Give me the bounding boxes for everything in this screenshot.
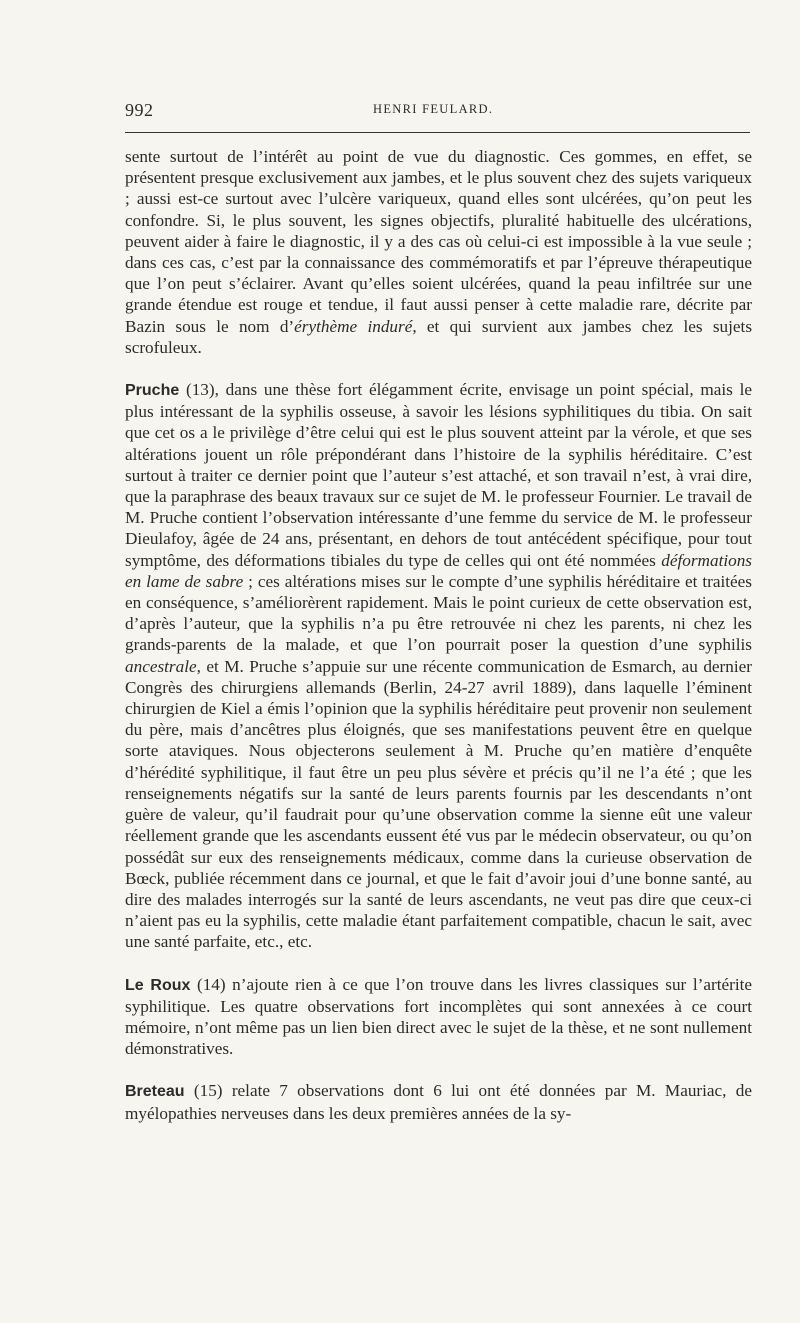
author-name: Pruche [125, 382, 180, 400]
paragraph-text: sente surtout de l’intérêt au point de vue du diagnostic. Ces gommes, en effet, se présentent presque exclusivement aux jambes, et le plus souvent chez des sujets variqueux ; aussi est-ce surtout avec l’ulcère variqueux, quand elles sont ulcérées, qu’on peut les confondre. Si, le plus souvent, les signes objectifs, pluralité habituelle des ulcérations, peuvent aider à faire le diagnostic, il y a des cas où celui-ci est impossible à la vue seule ; dans ces cas, c’est par la connaissance des commémoratifs et par l’épreuve thérapeutique que l’on peut s’éclairer. Avant qu’elles soient ulcérées, quand la peau infiltrée sur une grande étendue est rouge et tendue, il faut aussi penser à cette maladie rare, décrite par Bazin sous le nom d’ [125, 147, 752, 336]
running-title: HENRI FEULARD. [373, 102, 494, 116]
header-rule [125, 132, 750, 133]
paragraph [125, 1080, 752, 1123]
paragraph-text: , et qui survient aux jambes chez les sujets scrofuleux. [125, 316, 753, 357]
page-number: 992 [125, 100, 154, 120]
body-text [125, 146, 752, 1124]
author-name: Breteau [125, 1083, 185, 1101]
paragraph [125, 974, 752, 1060]
paragraph-text: (14) n’ajoute rien à ce que l’on trouve dans les livres classiques sur l’artérite syphilitique. Les quatre observations fort incomplètes qui sont annexées à ce court mémoire, n’ont même pas un lien bien direct avec le sujet de la thèse, et ne sont nullement démonstratives. [125, 974, 752, 1059]
paragraph-text: (13), dans une thèse fort élégamment écrite, envisage un point spécial, mais le plus intéressant de la syphilis osseuse, à savoir les lésions syphilitiques du tibia. On sait que cet os a le privilège d’être celui qui est le plus souvent atteint par la vérole, et que ses altérations jouent un rôle prépondérant dans l’histoire de la syphilis héréditaire. C’est surtout à traiter ce dernier point que l’auteur s’est attaché, et son travail n’est, à vrai dire, que la paraphrase des beaux travaux sur ce sujet de M. le professeur Fournier. Le travail de M. Pruche contient l’observation intéressante d’une femme du service de M. le professeur Dieulafoy, âgée de 24 ans, présentant, en dehors de tout antécédent spécifique, pour tout symptôme, des déformations tibiales du type de celles qui ont été nommées [125, 380, 752, 570]
italic-term: érythème induré [294, 316, 413, 336]
page-header [125, 100, 750, 122]
italic-term: ancestrale [125, 656, 197, 676]
italic-term: déformations en lame de sabre [125, 550, 752, 591]
paragraph [125, 146, 752, 358]
paragraph-text: , et M. Pruche s’appuie sur une récente communication de Esmarch, au dernier Congrès des chirurgiens allemands (Berlin, 24-27 avril 1889), dans laquelle l’éminent chirurgien de Kiel a émis l’opinion que la syphilis héréditaire peut provenir non seulement du père, mais d’ancêtres plus éloignés, que ses manifestations peuvent être en quelque sorte ataviques. Nous objecterons seulement à M. Pruche qu’en matière d’enquête d’hérédité syphilitique, il faut être un peu plus sévère et précis qu’il ne l’a été ; que les renseignements négatifs sur la santé de leurs parents fournis par les descendants n’ont guère de valeur, qu’il faudrait pour qu’une observation comme la sienne eût une valeur réellement grande que les ascendants eussent été vus par le médecin observateur, ou qu’on possédât sur eux des renseignements médicaux, comme dans la curieuse observation de Bœck, publiée récemment dans ce journal, et que le fait d’avoir joui d’une bonne santé, au dire des malades interrogés sur la santé de leurs ascendants, ne veut pas dire que ceux-ci n’aient pas eu la syphilis, cette maladie étant parfaitement compatible, chacun le sait, avec une santé parfaite, etc., etc. [125, 656, 752, 952]
paragraph-text: ; ces altérations mises sur le compte d’une syphilis héréditaire et traitées en conséquence, s’améliorèrent rapidement. Mais le point curieux de cette observation est, d’après l’auteur, que la syphilis n’a pu être retrouvée ni chez les parents, ni chez les grands-parents de la malade, et que l’on pourrait poser la question d’une syphilis [125, 571, 752, 655]
paragraph-text: (15) relate 7 observations dont 6 lui ont été données par M. Mauriac, de myélopathies nerveuses dans les deux premières années de la sy- [125, 1081, 752, 1123]
author-name: Le Roux [125, 976, 191, 994]
paragraph [125, 379, 752, 952]
